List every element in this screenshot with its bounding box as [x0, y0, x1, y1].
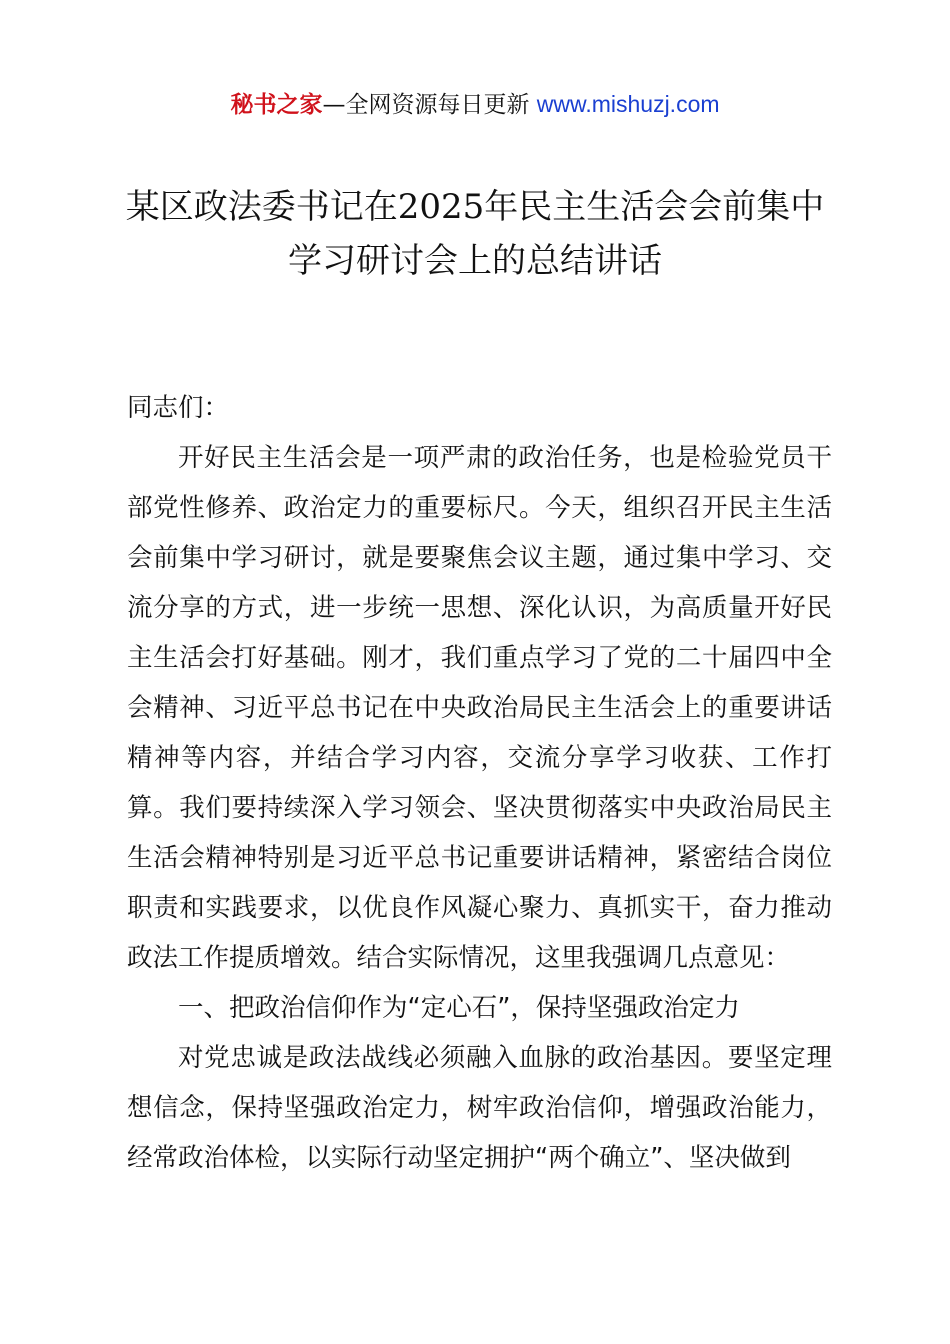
brand-name: 秘书之家	[230, 92, 323, 118]
header-slogan: —全网资源每日更新	[322, 92, 537, 118]
header-banner	[0, 88, 950, 121]
document-body	[127, 383, 832, 1183]
body-paragraph: 开好民主生活会是一项严肃的政治任务，也是检验党员干部党性修养、政治定力的重要标尺。今天，组织召开民主生活会前集中学习研讨，就是要聚焦会议主题，通过集中学习、交流分享的方式，进一步统一思想、深化认识，为高质量开好民主生活会打好基础。刚才，我们重点学习了党的二十届四中全会精神、习近平总书记在中央政治局民主生活会上的重要讲话精神等内容，并结合学习内容，交流分享学习收获、工作打算。我们要持续深入学习领会、坚决贯彻落实中央政治局民主生活会精神特别是习近平总书记重要讲话精神，紧密结合岗位职责和实践要求，以优良作风凝心聚力、真抓实干，奋力推动政法工作提质增效。结合实际情况，这里我强调几点意见：	[127, 443, 832, 973]
salutation: 同志们：	[127, 393, 230, 423]
section-heading: 一、把政治信仰作为“定心石”，保持坚强政治定力	[178, 993, 740, 1023]
site-url-link[interactable]: www.mishuzj.com	[536, 91, 720, 117]
body-paragraph: 对党忠诚是政法战线必须融入血脉的政治基因。要坚定理想信念，保持坚强政治定力，树牢政治信仰，增强政治能力，经常政治体检，以实际行动坚定拥护“两个确立”、坚决做到	[127, 1043, 832, 1173]
document-title: 某区政法委书记在2025年民主生活会会前集中学习研讨会上的总结讲话	[125, 187, 825, 281]
